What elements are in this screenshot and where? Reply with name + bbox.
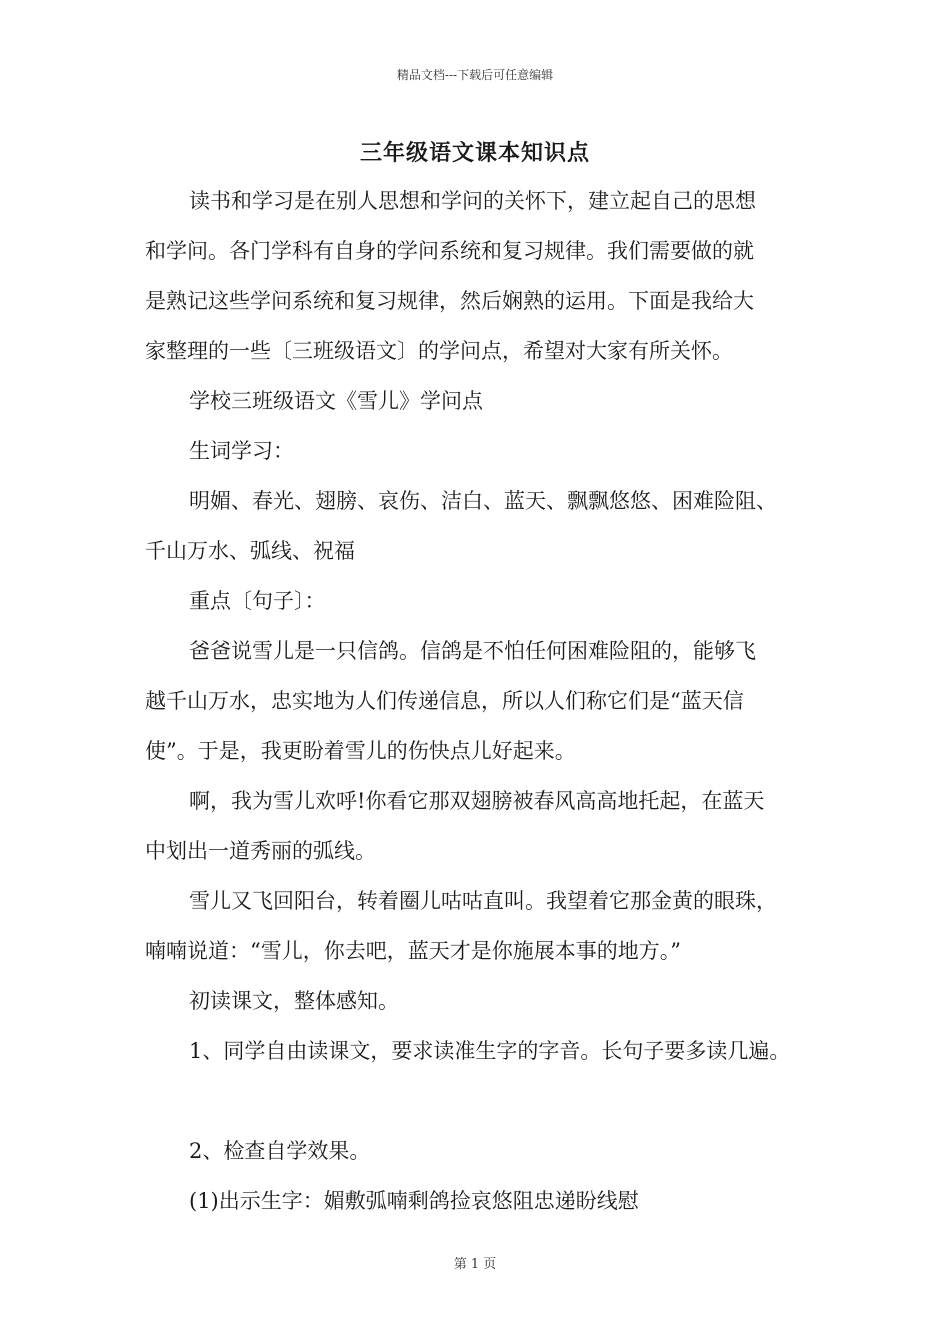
vocabulary-line: 明媚、春光、翅膀、哀伤、洁白、蓝天、飘飘悠悠、困难险阻、 bbox=[189, 489, 777, 513]
paragraph-line: 爸爸说雪儿是一只信鸽。信鸽是不怕任何困难险阻的，能够飞 bbox=[189, 639, 756, 663]
paragraph-line: 是熟记这些学问系统和复习规律，然后娴熟的运用。下面是我给大 bbox=[145, 289, 754, 313]
list-item: (1)出示生字：媚敷弧喃剩鸽捡哀悠阻忠递盼线慰 bbox=[189, 1189, 639, 1213]
paragraph-line: 喃喃说道：“雪儿，你去吧，蓝天才是你施展本事的地方。” bbox=[145, 939, 681, 963]
paragraph-line: 越千山万水，忠实地为人们传递信息，所以人们称它们是“蓝天信 bbox=[145, 689, 744, 713]
paragraph-line: 使”。于是，我更盼着雪儿的伤快点儿好起来。 bbox=[145, 739, 576, 763]
page-header: 精品文档---下载后可任意编辑 bbox=[396, 68, 554, 82]
paragraph-line: 家整理的一些〔三班级语文〕的学问点，希望对大家有所关怀。 bbox=[145, 339, 733, 363]
paragraph-line: 中划出一道秀丽的弧线。 bbox=[145, 839, 376, 863]
list-item: 1、同学自由读课文，要求读准生字的字音。长句子要多读几遍。 bbox=[189, 1039, 791, 1063]
section-label: 重点〔句子〕： bbox=[189, 589, 326, 613]
document-title: 三年级语文课本知识点 bbox=[359, 140, 590, 166]
list-item: 2、检查自学效果。 bbox=[189, 1139, 371, 1163]
paragraph-line: 啊，我为雪儿欢呼!你看它那双翅膀被春风高高地托起，在蓝天 bbox=[189, 789, 765, 813]
section-label: 生词学习： bbox=[189, 439, 294, 463]
section-heading: 学校三班级语文《雪儿》学问点 bbox=[189, 389, 483, 413]
paragraph-line: 初读课文，整体感知。 bbox=[189, 989, 399, 1013]
paragraph-line: 雪儿又飞回阳台，转着圈儿咕咕直叫。我望着它那金黄的眼珠， bbox=[189, 889, 777, 913]
paragraph-line: 和学问。各门学科有自身的学问系统和复习规律。我们需要做的就 bbox=[145, 239, 754, 263]
vocabulary-line: 千山万水、弧线、祝福 bbox=[145, 539, 355, 563]
page-number: 第 1 页 bbox=[453, 1257, 497, 1272]
paragraph-line: 读书和学习是在别人思想和学问的关怀下，建立起自己的思想 bbox=[189, 189, 756, 213]
